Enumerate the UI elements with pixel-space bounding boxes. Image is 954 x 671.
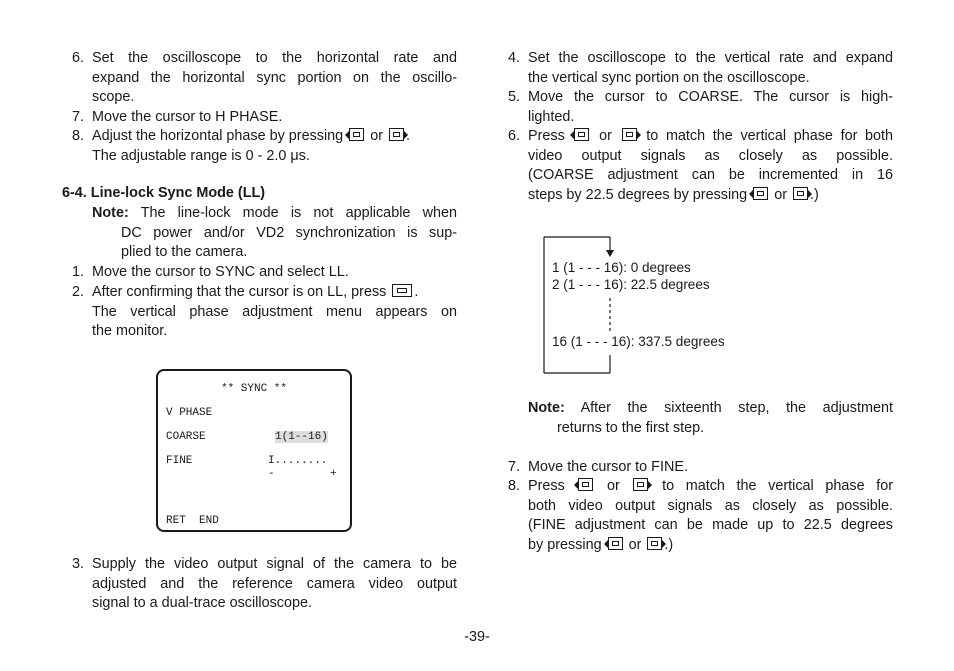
right-step-7 <box>498 458 893 478</box>
right-step-6 <box>498 127 893 205</box>
step-number: 3. <box>71 556 84 572</box>
step-text: Press <box>528 478 565 494</box>
step-number: 8. <box>507 478 520 494</box>
step-number: 5. <box>507 89 520 105</box>
cycle-step-1: 1 (1 - - - 16): 0 degrees <box>552 260 691 275</box>
right-arrow-button-icon <box>633 478 648 491</box>
step-number: 6. <box>71 50 84 66</box>
sync-menu-screen <box>156 369 352 532</box>
menu-v-phase: V PHASE <box>166 407 213 419</box>
step-text-line: Move the cursor to COARSE. The cursor is high- <box>528 89 893 105</box>
step-number: 4. <box>507 50 520 66</box>
right-arrow-button-icon <box>793 187 808 200</box>
step-number: 7. <box>71 109 84 125</box>
menu-fine-plus: + <box>330 468 337 480</box>
note-label: Note: <box>528 400 565 416</box>
left-step-6 <box>62 49 457 108</box>
or-text: or <box>774 186 787 203</box>
left-arrow-button-icon <box>349 128 364 141</box>
left-step-8 <box>62 127 457 166</box>
ll-step-2 <box>62 283 457 342</box>
or-text: or <box>628 536 642 553</box>
cycle-step-2: 2 (1 - - - 16): 22.5 degrees <box>552 277 710 292</box>
step-number: 8. <box>71 128 84 144</box>
coarse-cycle-diagram <box>530 230 760 380</box>
ll-step-3 <box>62 555 457 614</box>
step-text-line: scope. <box>92 89 135 105</box>
step-text: After confirming that the cursor is on LL, press <box>92 284 387 300</box>
note-text: returns to the first step. <box>557 419 705 436</box>
right-arrow-button-icon <box>389 128 404 141</box>
step-text-line: (COARSE adjustment can be incremented in 16 <box>528 167 893 183</box>
note-text: DC power and/or VD2 synchronization is sup- <box>121 224 457 241</box>
menu-fine-minus: - <box>268 468 275 480</box>
left-arrow-button-icon <box>578 478 593 491</box>
left-note <box>92 204 457 263</box>
menu-coarse-label: COARSE <box>166 431 206 443</box>
note-text: After the sixteenth step, the adjustment <box>580 400 893 416</box>
menu-coarse-value: 1(1--16) <box>275 431 328 443</box>
step-text: Adjust the horizontal phase by pressing <box>92 128 344 144</box>
step-text: steps by 22.5 degrees by pressing <box>528 186 748 203</box>
menu-title: ** SYNC ** <box>221 383 288 395</box>
left-arrow-button-icon <box>574 128 589 141</box>
step-number: 7. <box>507 459 520 475</box>
ll-step-1 <box>62 263 457 283</box>
step-text-line <box>528 477 893 497</box>
step-text-line: Move the cursor to SYNC and select LL. <box>92 264 349 280</box>
left-step-7 <box>62 108 457 128</box>
step-text-line: the vertical sync portion on the oscilloscope. <box>528 69 810 86</box>
step-text-line <box>528 186 893 206</box>
left-arrow-button-icon <box>753 187 768 200</box>
note-label: Note: <box>92 205 129 221</box>
section-title: 6-4. Line-lock Sync Mode (LL) <box>62 185 266 201</box>
right-arrow-button-icon <box>622 128 637 141</box>
note-text: The line-lock mode is not applicable when <box>140 205 457 221</box>
step-text: to match the vertical phase for both <box>646 128 894 144</box>
step-text-line: lighted. <box>528 108 575 125</box>
cycle-step-16: 16 (1 - - - 16): 337.5 degrees <box>552 334 725 349</box>
step-text-line: (FINE adjustment can be made up to 22.5 degrees <box>528 517 893 533</box>
right-note <box>528 399 893 438</box>
right-step-5 <box>498 88 893 127</box>
step-text: by pressing <box>528 536 602 553</box>
step-text-line: signal to a dual-trace oscilloscope. <box>92 595 312 611</box>
step-text: .) <box>664 536 674 553</box>
step-text-line: Move the cursor to FINE. <box>528 459 688 475</box>
menu-fine-value: I........ <box>268 455 328 467</box>
step-text-line: Move the cursor to H PHASE. <box>92 109 283 125</box>
page-number: -39- <box>464 629 490 645</box>
menu-fine-label: FINE <box>166 455 193 467</box>
step-text-line: Set the oscilloscope to the vertical rate and expand <box>528 50 893 66</box>
right-step-8 <box>498 477 893 555</box>
step-text-line: expand the horizontal sync portion on the oscillo- <box>92 69 457 86</box>
or-text: or <box>370 128 383 144</box>
step-number: 1. <box>71 264 84 280</box>
step-text: . <box>414 284 419 300</box>
step-text: to match the vertical phase for <box>662 478 893 494</box>
step-text-line <box>92 283 457 303</box>
step-text-line: video output signals as closely as possible. <box>528 147 893 164</box>
or-text: or <box>607 478 620 494</box>
step-text-line: The vertical phase adjustment menu appears on <box>92 303 457 320</box>
cycle-arrow-lines <box>530 230 760 380</box>
step-text-line <box>528 127 893 147</box>
step-text: .) <box>810 186 819 203</box>
step-number: 6. <box>507 128 520 144</box>
step-text-line <box>528 536 893 556</box>
right-arrow-button-icon <box>647 537 662 550</box>
right-step-4 <box>498 49 893 88</box>
step-text-line: both video output signals as closely as possible. <box>528 497 893 514</box>
left-arrow-button-icon <box>608 537 623 550</box>
step-text-line: the monitor. <box>92 323 168 339</box>
step-text: . <box>406 128 410 144</box>
menu-footer: RET END <box>166 515 219 527</box>
note-text: plied to the camera. <box>121 244 248 260</box>
step-text-line: Set the oscilloscope to the horizontal rate and <box>92 50 457 66</box>
step-number: 2. <box>71 284 84 300</box>
or-text: or <box>599 128 612 144</box>
set-button-icon <box>392 284 412 297</box>
step-text-line <box>92 127 457 147</box>
step-text-line: Supply the video output signal of the camera to be <box>92 556 457 572</box>
step-text-line: adjusted and the reference camera video output <box>92 575 457 592</box>
step-text: Press <box>528 128 565 144</box>
step-text-line: The adjustable range is 0 - 2.0 μs. <box>92 147 310 164</box>
